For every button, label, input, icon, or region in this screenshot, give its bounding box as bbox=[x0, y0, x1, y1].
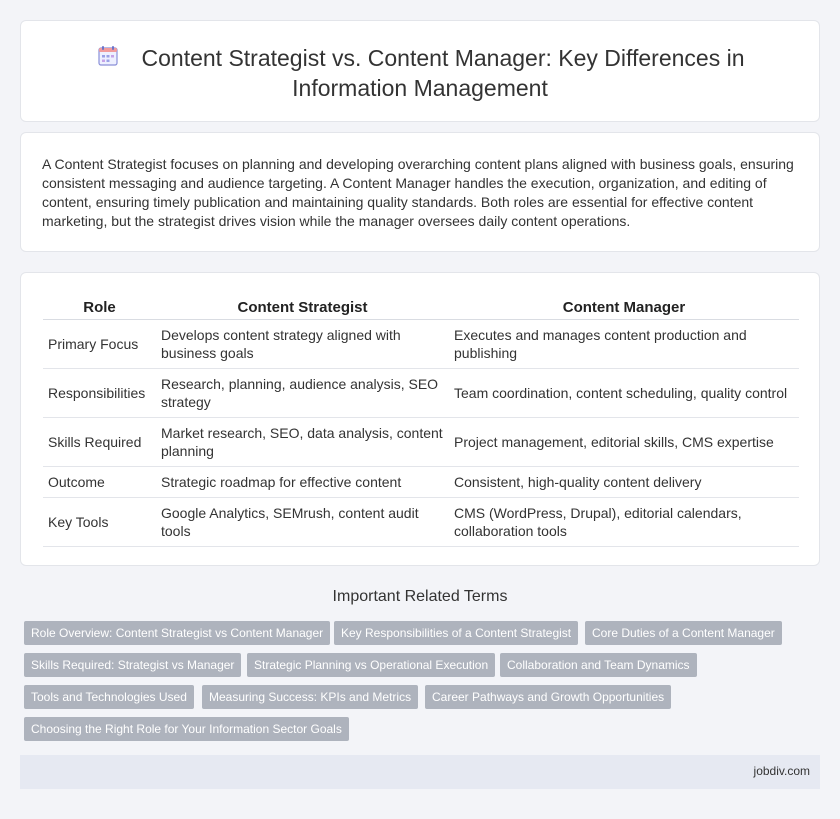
header-content-strategist: Content Strategist bbox=[156, 297, 449, 320]
cell-role: Primary Focus bbox=[43, 320, 156, 369]
cell-role: Skills Required bbox=[43, 418, 156, 467]
tag-measuring-success[interactable]: Measuring Success: KPIs and Metrics bbox=[202, 685, 418, 709]
tag-key-responsibilities[interactable]: Key Responsibilities of a Content Strategist bbox=[334, 621, 578, 645]
cell-manager: Executes and manages content production and publishing bbox=[449, 320, 799, 369]
tag-core-duties[interactable]: Core Duties of a Content Manager bbox=[585, 621, 782, 645]
tag-strategic-planning[interactable]: Strategic Planning vs Operational Execution bbox=[247, 653, 495, 677]
tag-career-pathways[interactable]: Career Pathways and Growth Opportunities bbox=[425, 685, 671, 709]
cell-strategist: Strategic roadmap for effective content bbox=[156, 467, 449, 498]
table-row bbox=[43, 320, 799, 369]
header-content-manager: Content Manager bbox=[449, 297, 799, 320]
table-header-row bbox=[43, 297, 799, 320]
footer-site[interactable]: jobdiv.com bbox=[753, 764, 810, 778]
table-row bbox=[43, 467, 799, 498]
cell-role: Responsibilities bbox=[43, 369, 156, 418]
table-row bbox=[43, 418, 799, 467]
tag-role-overview[interactable]: Role Overview: Content Strategist vs Content Manager bbox=[24, 621, 330, 645]
comparison-table bbox=[43, 297, 799, 547]
intro-card bbox=[20, 132, 820, 252]
cell-strategist: Develops content strategy aligned with business goals bbox=[156, 320, 449, 369]
cell-strategist: Research, planning, audience analysis, SEO strategy bbox=[156, 369, 449, 418]
tag-collaboration[interactable]: Collaboration and Team Dynamics bbox=[500, 653, 697, 677]
table-row bbox=[43, 369, 799, 418]
cell-role: Outcome bbox=[43, 467, 156, 498]
footer bbox=[20, 755, 820, 789]
table-row bbox=[43, 498, 799, 547]
cell-manager: Project management, editorial skills, CMS expertise bbox=[449, 418, 799, 467]
title-card bbox=[20, 20, 820, 122]
related-terms-title: Important Related Terms bbox=[332, 588, 508, 605]
cell-role: Key Tools bbox=[43, 498, 156, 547]
cell-strategist: Google Analytics, SEMrush, content audit tools bbox=[156, 498, 449, 547]
cell-manager: Team coordination, content scheduling, quality control bbox=[449, 369, 799, 418]
tag-tools-technologies[interactable]: Tools and Technologies Used bbox=[24, 685, 194, 709]
cell-manager: CMS (WordPress, Drupal), editorial calendars, collaboration tools bbox=[449, 498, 799, 547]
cell-manager: Consistent, high-quality content delivery bbox=[449, 467, 799, 498]
page-title: Content Strategist vs. Content Manager: Key Differences in Information Management bbox=[141, 45, 745, 101]
comparison-card bbox=[20, 272, 820, 566]
page-title-wrap bbox=[21, 43, 819, 103]
intro-text: A Content Strategist focuses on planning and developing overarching content plans aligned with business goals, ensuring consistent messaging and audience targeting. A Content Manager handles the execution, organization, and editing of content, ensuring timely publication and maintaining quality standards. Both roles are essential for effective content marketing, but the strategist drives vision while the manager oversees daily content operations. bbox=[42, 156, 794, 229]
calendar-icon bbox=[96, 44, 120, 68]
tag-skills-required[interactable]: Skills Required: Strategist vs Manager bbox=[24, 653, 241, 677]
header-role: Role bbox=[43, 297, 156, 320]
cell-strategist: Market research, SEO, data analysis, content planning bbox=[156, 418, 449, 467]
tag-choosing-role[interactable]: Choosing the Right Role for Your Information Sector Goals bbox=[24, 717, 349, 741]
